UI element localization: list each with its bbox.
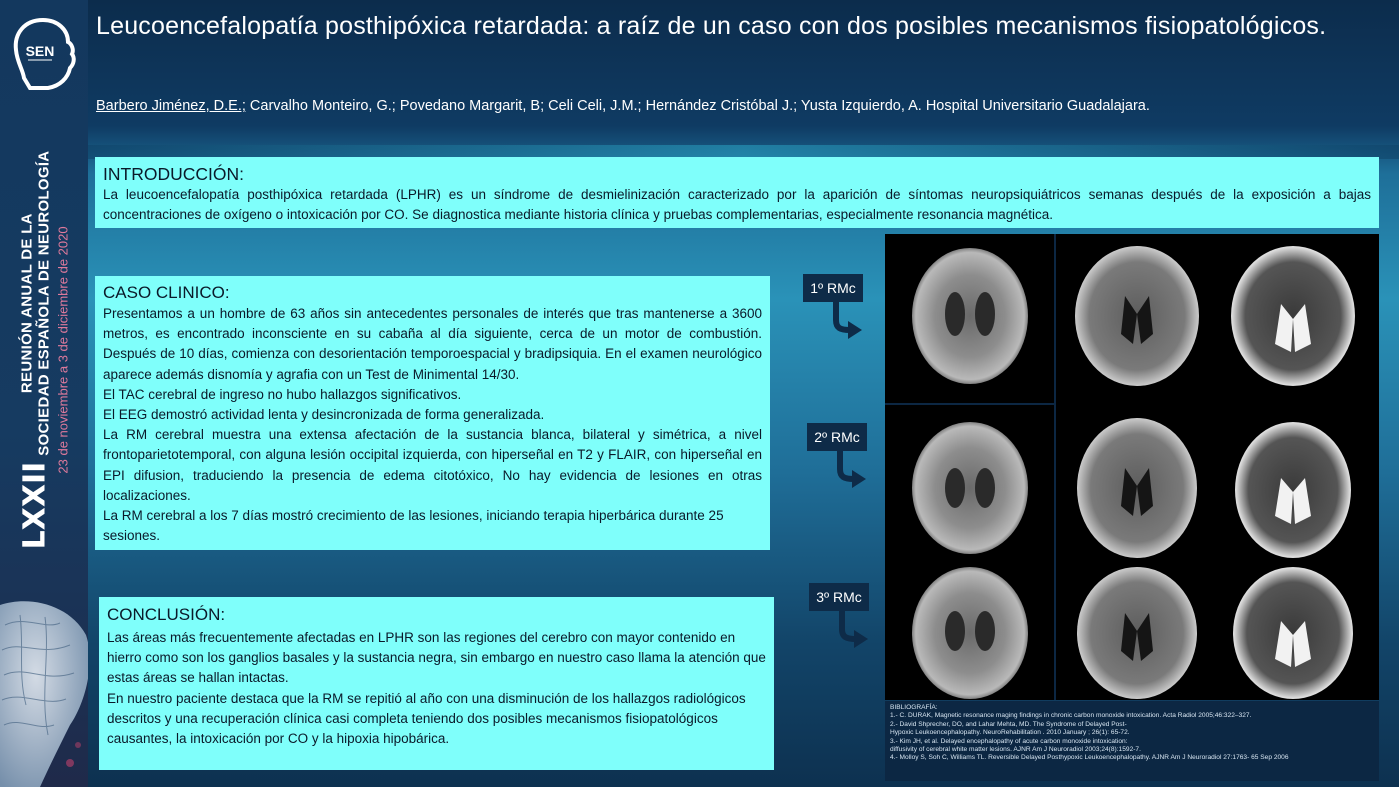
brain-illustration [0, 595, 88, 787]
bibliografia-line: diffusivity of cerebral white matter lesions. AJNR Am J Neuroradiol 2003;24(8):1592-7. [890, 746, 1141, 754]
mri-row-1 [912, 246, 1355, 386]
authors-line [96, 98, 1386, 114]
conclusion-paragraph: Las áreas más frecuentemente afectadas en LPHR son las regiones del cerebro con mayor contenido en hierro como son los ganglios basales y la sustancia negra, sin embargo en nuestro caso llama la atención que estas áreas se hallan intactas. [107, 630, 766, 686]
conclusion-heading: CONCLUSIÓN: [107, 605, 226, 624]
rm-label-3: 3º RMc [809, 583, 869, 611]
bibliografia-line: 4.- Molloy S, Soh C, Williams TL. Reversible Delayed Posthypoxic Leukoencephalopathy. AJNR Am J Neuroradiol 27:1763- 65 Sep 2006 [890, 754, 1289, 762]
introduccion-heading: INTRODUCCIÓN: [103, 164, 244, 184]
sidebar [0, 0, 88, 787]
bibliografia-line: Hypoxic Leukoencephalopathy. NeuroRehabilitation . 2010 January ; 26(1): 65-72. [890, 729, 1130, 737]
poster-title: Leucoencefalopatía posthipóxica retardada: a raíz de un caso con dos posibles mecanismos fisiopatológicos. [96, 12, 1327, 40]
congress-line-2: SOCIEDAD ESPAÑOLA DE NEUROLOGÍA [35, 150, 52, 456]
conclusion-box [99, 597, 774, 770]
caso-paragraph: Presentamos a un hombre de 63 años sin antecedentes personales de interés que tras mantenerse a 3600 metros, es encontrado inconsciente en su cabaña al día siguiente, cerca de un motor de combustión. Después de 10 días, comienza con desorientación temporoespacial y bradipsiquia. En el examen neurológico aparece además disnomía y agrafia con un Test de Minimental 14/30. [103, 306, 762, 382]
caso-clinico-box [95, 276, 770, 550]
congress-line-1: REUNIÓN ANUAL DE LA [18, 213, 35, 394]
conclusion-paragraph: En nuestro paciente destaca que la RM se repitió al año con una disminución de los hallazgos radiológicos descritos y una recuperación clínica casi completa teniendo dos posibles mecanismos fisiopatológicos causantes, la intoxicación por CO y la hipoxia hipobárica. [107, 690, 746, 747]
rm-label-2: 2º RMc [807, 423, 867, 451]
caso-clinico-heading: CASO CLINICO: [103, 283, 230, 302]
curved-arrow-icon [828, 300, 868, 340]
caso-paragraph: El EEG demostró actividad lenta y desincronizada de forma generalizada. [103, 407, 545, 423]
rm-label-1: 1º RMc [803, 274, 863, 302]
introduccion-text: La leucoencefalopatía posthipóxica retardada (LPHR) es un síndrome de desmielinización caracterizado por la aparición de síntomas neuropsiquiátricos semanas después de la exposición a bajas concentraciones de oxígeno o intoxicación por CO. Se diagnostica mediante historia clínica y pruebas complementarias, especialmente resonancia magnética. [103, 187, 1371, 222]
bibliografia-line: 3.- Kim JH, et al. Delayed encephalopathy of acute carbon monoxide intoxication: [890, 737, 1128, 745]
caso-paragraph: El TAC cerebral de ingreso no hubo hallazgos significativos. [103, 386, 462, 402]
congress-dates: 23 de noviembre a 3 de diciembre de 2020 [55, 226, 71, 474]
caso-paragraph: La RM cerebral a los 7 días mostró crecimiento de las lesiones, iniciando terapia hiperbárica durante 25 sesiones. [103, 508, 724, 544]
mri-image-grid [885, 234, 1379, 700]
mri-row-3 [912, 567, 1353, 699]
other-authors: Carvalho Monteiro, G.; Povedano Margarit, B; Celi Celi, J.M.; Hernández Cristóbal J.; Yusta Izquierdo, A. Hospital Universitario Guadalajara. [245, 98, 1150, 114]
bibliografia-box [885, 701, 1379, 781]
mri-row-2 [912, 418, 1351, 558]
sen-logo [8, 14, 78, 94]
congress-title [18, 151, 71, 550]
bibliografia-heading: BIBLIOGRAFÍA: [890, 704, 938, 711]
curved-arrow-icon [832, 449, 872, 489]
sen-logo-text: SEN [25, 43, 55, 59]
first-author: Barbero Jiménez, D.E.; [96, 98, 246, 114]
bibliografia-line: 1.- C. DURAK, Magnetic resonance maging findings in chronic carbon monoxide intoxication. Acta Radiol 2005;46:322–327. [890, 712, 1252, 720]
mri-images [885, 234, 1379, 700]
congress-number: LXXII [17, 461, 53, 550]
bibliografia-line: 2.- David Shprecher, DO, and Lahar Mehta, MD. The Syndrome of Delayed Post- [890, 720, 1127, 728]
curved-arrow-icon [834, 609, 874, 649]
caso-paragraph: La RM cerebral muestra una extensa afectación de la sustancia blanca, bilateral y simétrica, a nivel frontoparietotemporal, con alguna lesión occipital izquierda, con hiperseñal en T2 y FLAIR, con hiperseñal en EPI difusion, traduciendo la presencia de edema citotóxico, No hay evidencia de lesiones en otras localizaciones. [103, 427, 762, 503]
introduccion-box [95, 157, 1379, 228]
